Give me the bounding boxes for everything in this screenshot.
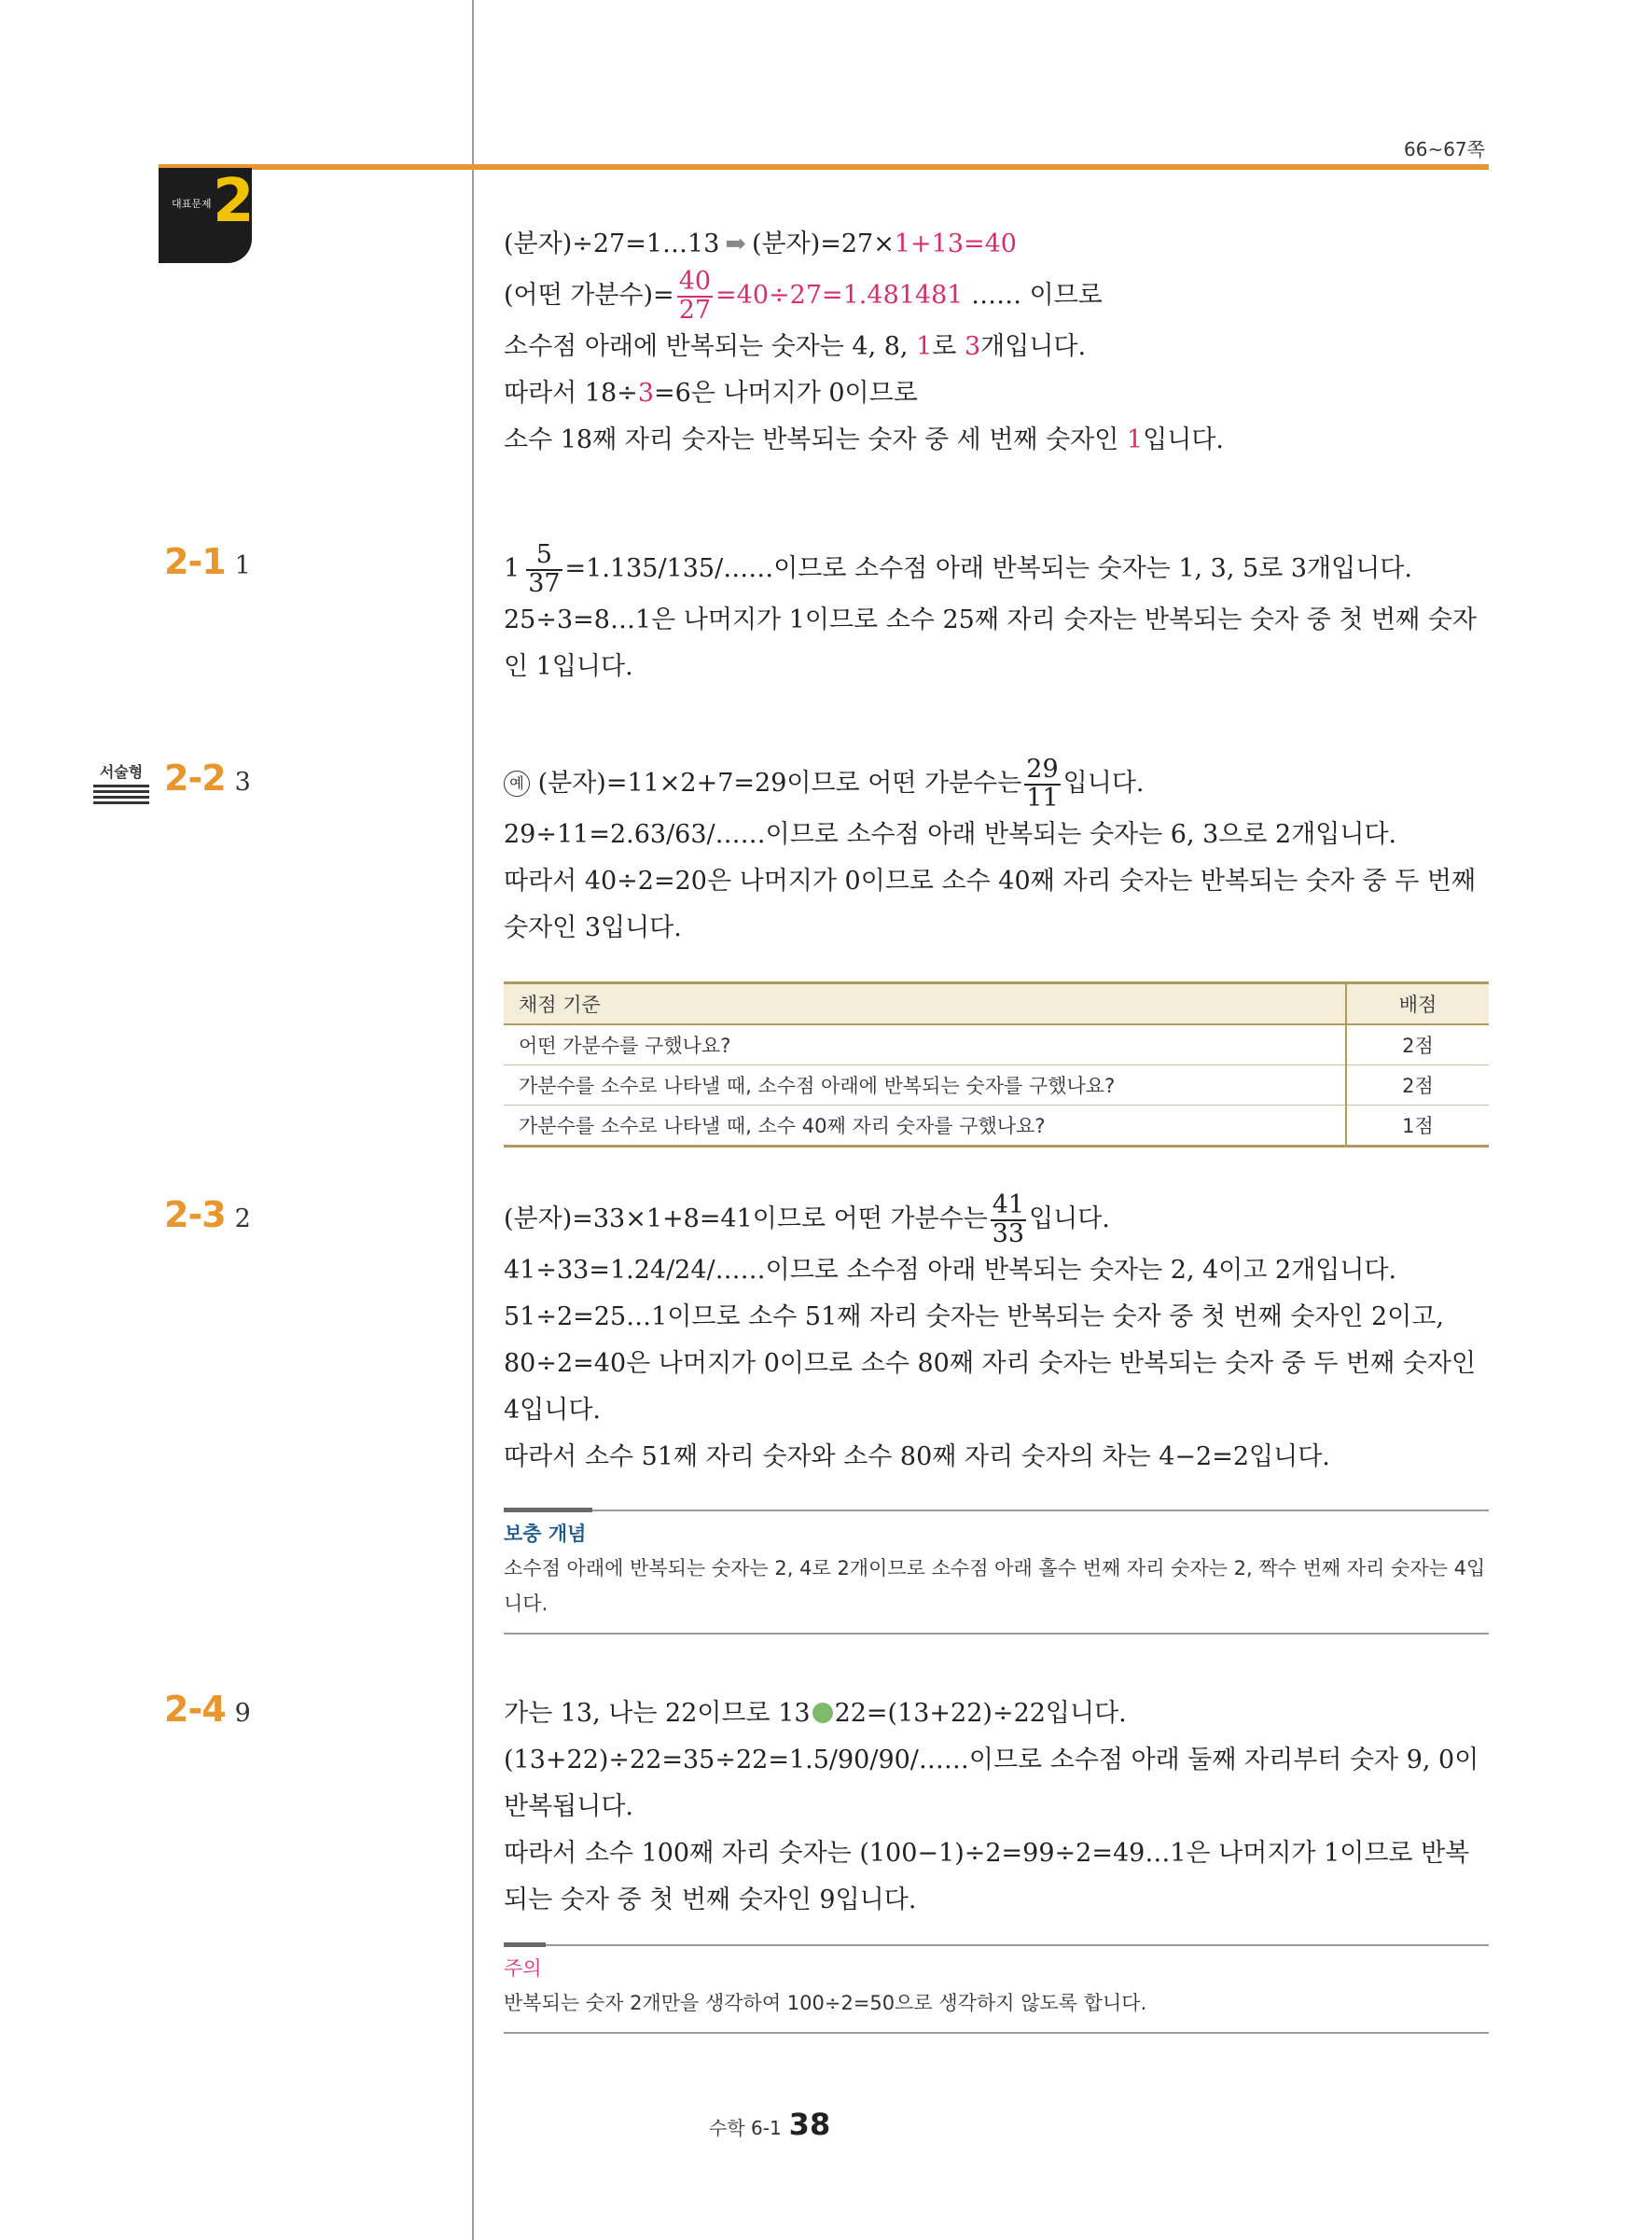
problem-answer: 9 bbox=[234, 1699, 251, 1728]
grading-criteria: 어떤 가분수를 구했나요? bbox=[504, 1024, 1346, 1065]
problem-answer: 2 bbox=[234, 1204, 251, 1233]
table-row bbox=[504, 1106, 1489, 1147]
p21-l1-rest: =1.135/135/……이므로 소수점 아래 반복되는 숫자는 1, 3, 5로 3개입니다. bbox=[564, 554, 1412, 583]
essay-label: 서술형 bbox=[99, 763, 144, 781]
badge-label: 대표문제 bbox=[172, 198, 212, 210]
grading-points: 1점 bbox=[1346, 1106, 1489, 1147]
denominator: 11 bbox=[1026, 783, 1059, 813]
column-divider bbox=[472, 0, 474, 2240]
problem-2-2-solution bbox=[504, 756, 1489, 952]
numerator: 29 bbox=[1026, 755, 1059, 785]
header-rule bbox=[159, 164, 1489, 170]
problem-2-3-label bbox=[164, 1194, 251, 1235]
grading-table bbox=[504, 981, 1489, 1148]
p22-line-3: 따라서 40÷2=20은 나머지가 0이므로 소수 40째 자리 숫자는 반복되는 숫자 중 두 번째 숫자인 3입니다. bbox=[504, 867, 1477, 942]
representative-problem-badge bbox=[159, 167, 255, 263]
denominator: 37 bbox=[528, 568, 561, 598]
denominator: 27 bbox=[678, 295, 712, 325]
grading-points: 2점 bbox=[1346, 1065, 1489, 1106]
page-reference: 66~67쪽 bbox=[1404, 138, 1485, 160]
rep-l5-b: 1 bbox=[1126, 425, 1144, 454]
rep-l5-c: 입니다. bbox=[1143, 425, 1224, 454]
essay-bar bbox=[93, 785, 149, 787]
rep-l2-a: (어떤 가분수)= bbox=[504, 281, 674, 310]
numerator: 5 bbox=[526, 542, 562, 570]
rep-l3-e: 개입니다. bbox=[980, 332, 1087, 361]
rep-line-4 bbox=[504, 370, 1489, 417]
rep-line-2 bbox=[504, 268, 1489, 324]
p24-line-1 bbox=[504, 1690, 1489, 1737]
problem-code: 2-4 bbox=[164, 1689, 226, 1730]
arrow-right-icon: ➡ bbox=[725, 230, 746, 258]
grading-header-points: 배점 bbox=[1346, 983, 1489, 1025]
grading-header-criteria: 채점 기준 bbox=[504, 983, 1346, 1025]
mixed-whole: 1 bbox=[504, 554, 521, 583]
note-tab bbox=[504, 1508, 592, 1512]
fraction bbox=[526, 542, 562, 597]
fraction bbox=[991, 1192, 1026, 1247]
p22-l1-a: (분자)=11×2+7=29이므로 어떤 가분수는 bbox=[537, 769, 1022, 798]
problem-code: 2-2 bbox=[164, 758, 226, 799]
problem-answer: 3 bbox=[234, 768, 251, 797]
example-mark: 예 bbox=[504, 771, 530, 797]
rep-l3-b: 1 bbox=[916, 332, 933, 361]
table-row bbox=[504, 1065, 1489, 1106]
badge-number: 2 bbox=[213, 167, 255, 236]
p22-line-2: 29÷11=2.63/63/……이므로 소수점 아래 반복되는 숫자는 6, 3으로 2개입니다. bbox=[504, 820, 1397, 849]
rep-l3-a: 소수점 아래에 반복되는 숫자는 4, 8, bbox=[504, 332, 909, 361]
problem-code: 2-3 bbox=[164, 1194, 226, 1235]
page-footer bbox=[709, 2107, 830, 2142]
p21-line-2: 25÷3=8…1은 나머지가 1이므로 소수 25째 자리 숫자는 반복되는 숫자 중 첫 번째 숫자인 1입니다. bbox=[504, 605, 1477, 681]
denominator: 33 bbox=[992, 1218, 1025, 1248]
problem-2-1-label bbox=[164, 541, 251, 582]
rep-l2-c: …… 이므로 bbox=[971, 281, 1103, 310]
essay-bar bbox=[93, 796, 149, 799]
note-top-rule bbox=[504, 1510, 1489, 1511]
rep-l3-c: 로 bbox=[932, 332, 957, 361]
p22-l1-b: 입니다. bbox=[1062, 769, 1145, 798]
footer-subject: 수학 6-1 bbox=[709, 2117, 782, 2139]
p23-line-2: 41÷33=1.24/24/……이므로 소수점 아래 반복되는 숫자는 2, 4이고 2개입니다. bbox=[504, 1256, 1397, 1285]
rep-l4-b: 3 bbox=[637, 379, 654, 408]
p23-line-3: 51÷2=25…1이므로 소수 51째 자리 숫자는 반복되는 숫자 중 첫 번째 숫자인 2이고, bbox=[504, 1302, 1444, 1331]
note-title: 주의 bbox=[504, 1957, 542, 1980]
essay-bar bbox=[93, 790, 149, 793]
green-circle-icon bbox=[812, 1703, 833, 1723]
rep-line-5 bbox=[504, 417, 1489, 464]
p24-l1-b: 22=(13+22)÷22입니다. bbox=[834, 1699, 1127, 1728]
note-body: 소수점 아래에 반복되는 숫자는 2, 4로 2개이므로 소수점 아래 홀수 번째 자리 숫자는 2, 짝수 번째 자리 숫자는 4입니다. bbox=[504, 1557, 1486, 1615]
p23-l1-a: (분자)=33×1+8=41이므로 어떤 가분수는 bbox=[504, 1204, 988, 1233]
supplement-note bbox=[504, 1510, 1489, 1635]
problem-2-4-label bbox=[164, 1689, 251, 1730]
problem-code: 2-1 bbox=[164, 541, 226, 582]
p23-l1-b: 입니다. bbox=[1029, 1204, 1110, 1233]
grading-criteria: 가분수를 소수로 나타낼 때, 소수 40째 자리 숫자를 구했나요? bbox=[504, 1106, 1346, 1147]
grading-header-row bbox=[504, 983, 1489, 1025]
rep-solution bbox=[504, 221, 1489, 464]
problem-answer: 1 bbox=[234, 551, 251, 580]
numerator: 41 bbox=[992, 1190, 1025, 1220]
rep-line-3 bbox=[504, 324, 1489, 370]
rep-l4-a: 따라서 18÷ bbox=[504, 379, 638, 408]
rep-l5-a: 소수 18째 자리 숫자는 반복되는 숫자 중 세 번째 숫자인 bbox=[504, 425, 1119, 454]
fraction bbox=[677, 269, 713, 324]
p24-l1-a: 가는 13, 나는 22이므로 13 bbox=[504, 1699, 811, 1728]
problem-2-1-solution bbox=[504, 541, 1489, 690]
rep-l3-d: 3 bbox=[964, 332, 981, 361]
note-bottom-rule bbox=[504, 1633, 1489, 1635]
rep-l2-b: =40÷27=1.481481 bbox=[715, 281, 964, 310]
note-body: 반복되는 숫자 2개만을 생각하여 100÷2=50으로 생각하지 않도록 합니다. bbox=[504, 1992, 1147, 2014]
note-bottom-rule bbox=[504, 2032, 1489, 2034]
essay-bar bbox=[93, 801, 149, 804]
note-title: 보충 개념 bbox=[504, 1523, 587, 1545]
table-row bbox=[504, 1024, 1489, 1065]
caution-note bbox=[504, 1944, 1489, 2034]
rep-line-1 bbox=[504, 221, 1489, 268]
rep-l1-b: (분자)=27× bbox=[752, 230, 895, 258]
problem-2-4-solution bbox=[504, 1690, 1489, 1924]
problem-2-3-solution bbox=[504, 1191, 1489, 1481]
fraction bbox=[1024, 757, 1060, 812]
grading-criteria: 가분수를 소수로 나타낼 때, 소수점 아래에 반복되는 숫자를 구했나요? bbox=[504, 1065, 1346, 1106]
p23-line-5: 따라서 소수 51째 자리 숫자와 소수 80째 자리 숫자의 차는 4−2=2입니다. bbox=[504, 1442, 1330, 1471]
page-number: 38 bbox=[788, 2107, 831, 2142]
note-tab bbox=[504, 1942, 546, 1947]
p23-line-4: 80÷2=40은 나머지가 0이므로 소수 80째 자리 숫자는 반복되는 숫자 중 두 번째 숫자인 4입니다. bbox=[504, 1349, 1477, 1425]
problem-2-2-label bbox=[164, 758, 251, 799]
p21-line-1 bbox=[504, 541, 1489, 597]
essay-tag bbox=[93, 760, 149, 804]
rep-l1-c: 1+13=40 bbox=[894, 230, 1017, 258]
p24-line-2: (13+22)÷22=35÷22=1.5/90/90/……이므로 소수점 아래 둘째 자리부터 숫자 9, 0이 반복됩니다. bbox=[504, 1746, 1479, 1821]
p23-line-1 bbox=[504, 1191, 1489, 1247]
rep-l1-a: (분자)÷27=1…13 bbox=[504, 230, 720, 258]
p24-line-3: 따라서 소수 100째 자리 숫자는 (100−1)÷2=99÷2=49…1은 나머지가 1이므로 반복되는 숫자 중 첫 번째 숫자인 9입니다. bbox=[504, 1839, 1470, 1914]
p22-line-1 bbox=[504, 756, 1489, 812]
note-top-rule bbox=[504, 1944, 1489, 1946]
numerator: 40 bbox=[678, 267, 712, 297]
grading-points: 2점 bbox=[1346, 1024, 1489, 1065]
rep-l4-c: =6은 나머지가 0이므로 bbox=[654, 379, 918, 408]
